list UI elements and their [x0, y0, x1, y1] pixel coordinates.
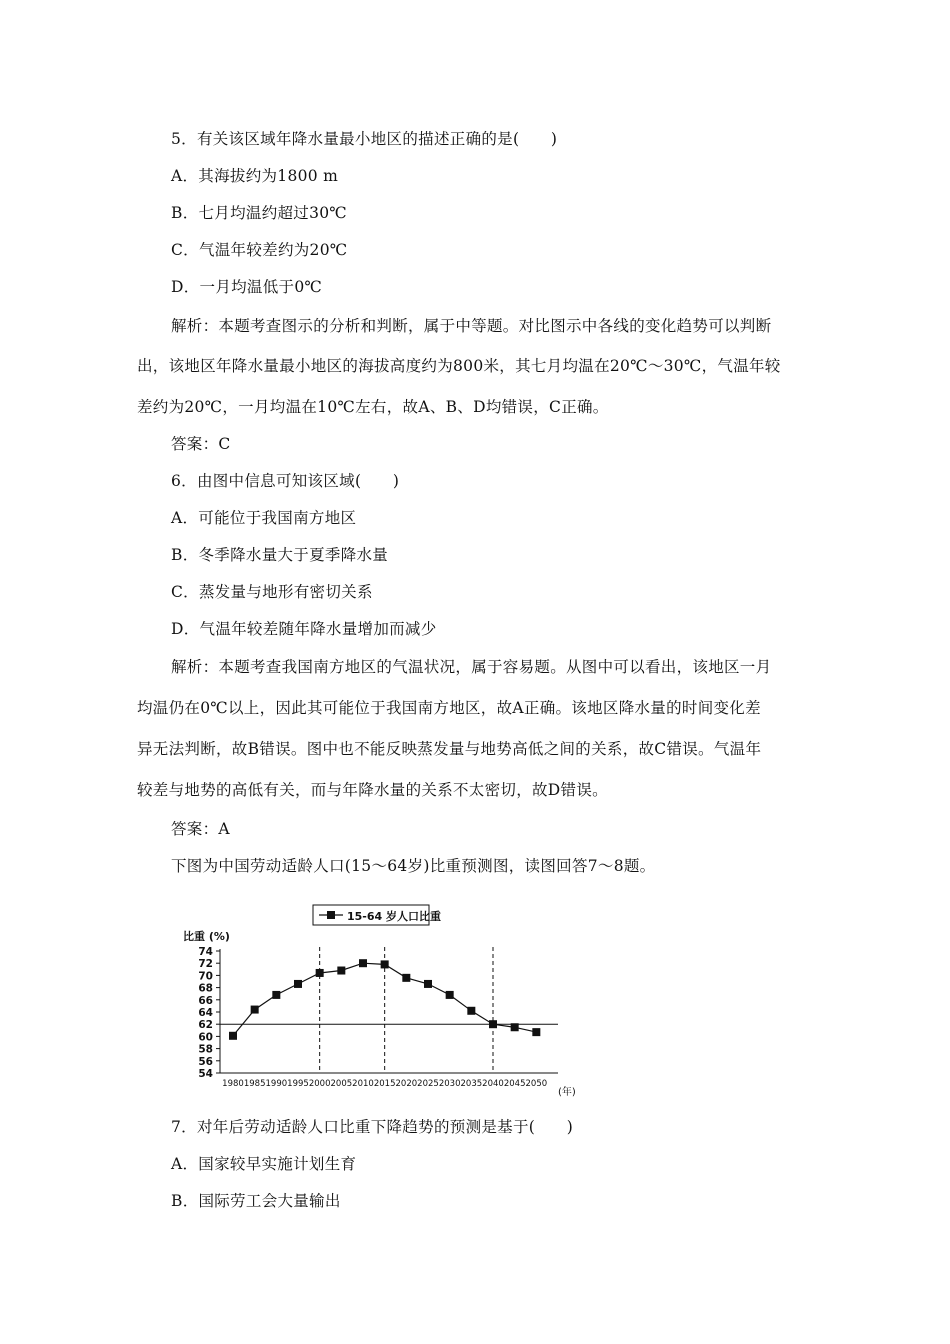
x-tick-label: 1995: [287, 1079, 309, 1089]
x-tick-label: 2045: [503, 1079, 526, 1089]
y-tick-label: 62: [198, 1019, 213, 1032]
q5-analysis-line-1: 解析：本题考查图示的分析和判断，属于中等题。对比图示中各线的变化趋势可以判断: [171, 317, 772, 335]
y-tick-label: 60: [198, 1031, 213, 1044]
data-point: [316, 969, 324, 977]
q7-option-b: B．国际劳工会大量输出: [171, 1192, 341, 1210]
x-tick-label: 2050: [525, 1079, 548, 1089]
labor-population-chart: [180, 898, 600, 1104]
x-tick-label: 2035: [460, 1079, 483, 1089]
data-point: [294, 980, 302, 988]
q6-analysis-line-1: 解析：本题考查我国南方地区的气温状况，属于容易题。从图中可以看出，该地区一月: [171, 658, 772, 676]
y-tick-label: 64: [198, 1007, 213, 1019]
data-point: [532, 1028, 540, 1036]
x-tick-label: 2025: [417, 1079, 439, 1089]
x-tick-label: 2000: [308, 1079, 331, 1089]
q6-analysis-line-2: 均温仍在0℃以上，因此其可能位于我国南方地区，故A正确。该地区降水量的时间变化差: [137, 699, 761, 717]
x-tick-label: 2020: [395, 1079, 418, 1089]
data-point: [381, 960, 389, 968]
legend-label: 15-64 岁人口比重: [347, 910, 442, 923]
data-point: [467, 1007, 475, 1015]
y-tick-label: 66: [198, 994, 213, 1007]
data-point: [272, 991, 280, 999]
data-point: [229, 1032, 237, 1040]
q6-answer: 答案：A: [171, 820, 230, 838]
x-tick-label: 2030: [438, 1079, 461, 1089]
data-point: [489, 1020, 497, 1028]
x-tick-label: 2040: [482, 1079, 504, 1089]
x-axis-label: (年): [558, 1087, 576, 1098]
q5-option-a: A．其海拔约为1800 m: [171, 167, 339, 185]
y-tick-label: 72: [198, 958, 213, 971]
q7-option-a: A．国家较早实施计划生育: [171, 1155, 357, 1173]
y-tick-label: 70: [198, 970, 213, 983]
data-point: [251, 1006, 259, 1014]
q5-answer: 答案：C: [171, 435, 231, 453]
x-tick-label: 2015: [373, 1079, 396, 1089]
data-point: [424, 980, 432, 988]
q6-analysis-line-3: 异无法判断，故B错误。图中也不能反映蒸发量与地势高低之间的关系，故C错误。气温年: [137, 740, 762, 758]
data-point: [337, 967, 345, 975]
q5-option-b: B．七月均温约超过30℃: [171, 204, 348, 222]
chart-intro: 下图为中国劳动适龄人口(15～64岁)比重预测图，读图回答7～8题。: [171, 857, 656, 875]
q6-option-b: B．冬季降水量大于夏季降水量: [171, 546, 389, 564]
y-tick-label: 58: [198, 1043, 213, 1056]
q5-analysis-line-3: 差约为20℃，一月均温在10℃左右，故A、B、D均错误，C正确。: [137, 398, 609, 416]
x-tick-label: 2010: [352, 1079, 374, 1089]
x-tick-label: 1985: [243, 1079, 266, 1089]
data-point: [359, 959, 367, 967]
x-tick-label: 2005: [330, 1079, 353, 1089]
y-tick-label: 68: [198, 982, 213, 995]
q6-option-a: A．可能位于我国南方地区: [171, 509, 357, 527]
q5-option-d: D．一月均温低于0℃: [171, 278, 323, 296]
y-axis-label: 比重 (%): [183, 930, 230, 943]
y-tick-label: 54: [198, 1068, 213, 1080]
q7-stem: 7．对年后劳动适龄人口比重下降趋势的预测是基于( ): [171, 1118, 574, 1136]
data-point: [402, 974, 410, 982]
data-point: [446, 991, 454, 999]
q6-analysis-line-4: 较差与地势的高低有关，而与年降水量的关系不太密切，故D错误。: [137, 781, 608, 799]
q6-option-d: D．气温年较差随年降水量增加而减少: [171, 620, 437, 638]
x-tick-label: 1990: [265, 1079, 288, 1089]
y-tick-label: 56: [198, 1055, 213, 1068]
data-point: [511, 1023, 519, 1031]
x-tick-label: 1980: [222, 1079, 244, 1089]
q5-analysis-line-2: 出，该地区年降水量最小地区的海拔高度约为800米，其七月均温在20℃～30℃，气温年较: [137, 357, 781, 375]
y-tick-label: 74: [198, 946, 213, 958]
q5-option-c: C．气温年较差约为20℃: [171, 241, 348, 259]
q6-stem: 6．由图中信息可知该区域( ): [171, 472, 400, 490]
legend: [313, 905, 441, 925]
q5-stem: 5．有关该区域年降水量最小地区的描述正确的是( ): [171, 130, 558, 148]
q6-option-c: C．蒸发量与地形有密切关系: [171, 583, 373, 601]
